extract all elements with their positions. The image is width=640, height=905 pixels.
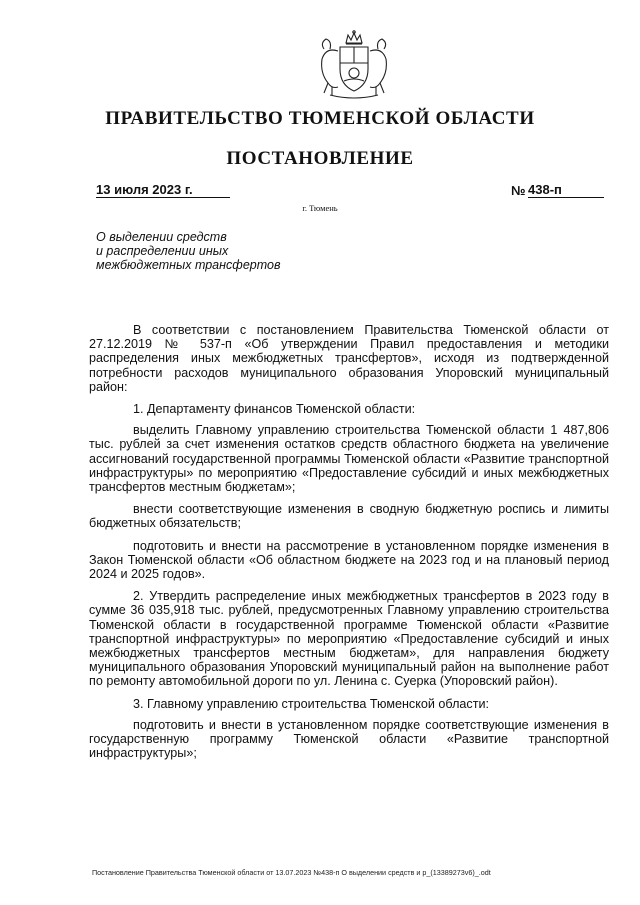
item1-paragraph-a: выделить Главному управлению строительства Тюменской области 1 487,806 тыс. рублей за счет изменения остатков средств областного бюджета на увеличение ассигнований государственной программы Тюменской области «Развитие транспортной инфраструктуры» по мероприятию «Предоставление субсидий и иных межбюджетных трансфертов местным бюджетам»;	[89, 423, 609, 495]
subject-line: межбюджетных трансфертов	[96, 258, 281, 272]
subject-line: О выделении средств	[96, 230, 227, 244]
document-number: 438-п	[528, 183, 604, 198]
coat-of-arms-icon	[310, 29, 398, 101]
item3-title: 3. Главному управлению строительства Тюменской области:	[133, 696, 490, 711]
item3-paragraph-a: подготовить и внести в установленном порядке соответствующие изменения в государственную программу Тюменской области «Развитие транспортной инфраструктуры»;	[89, 717, 609, 761]
document-type: ПОСТАНОВЛЕНИЕ	[226, 148, 414, 169]
item2-paragraph: 2. Утвердить распределение иных межбюджетных трансфертов в 2023 году в сумме 36 035,918 тыс. рублей, предусмотренных Главному управлению строительства Тюменской области в государственной программе Тюменской области «Развитие транспортной инфраструктуры» по мероприятию «Предоставление субсидий и иных межбюджетных трансфертов местным бюджетам», для направления бюджету муниципального образования Упоровский муниципальный район на выполнение работ по ремонту автомобильной дороги по ул. Ленина с. Суерка (Упоровский район).	[89, 589, 609, 689]
preamble-paragraph: В соответствии с постановлением Правительства Тюменской области от 27.12.2019 № 537-п «Об утверждении Правил предоставления и методики распределения иных межбюджетных трансфертов», исходя из подтвержденной потребности расходов муниципального образования Упоровский муниципальный район:	[89, 323, 609, 394]
subject-line: и распределении иных	[96, 244, 229, 258]
city-name: г. Тюмень	[302, 203, 338, 213]
document-date: 13 июля 2023 г.	[96, 183, 230, 198]
item1-paragraph-c: подготовить и внести на рассмотрение в установленном порядке изменения в Закон Тюменской области «Об областном бюджете на 2023 год и на плановый период 2024 и 2025 годов».	[89, 538, 609, 582]
item1-paragraph-b: внести соответствующие изменения в сводную бюджетную роспись и лимиты бюджетных обязательств;	[89, 502, 609, 531]
government-name: ПРАВИТЕЛЬСТВО ТЮМЕНСКОЙ ОБЛАСТИ	[105, 108, 535, 129]
number-label: №	[511, 183, 526, 198]
item1-title: 1. Департаменту финансов Тюменской области:	[133, 402, 416, 417]
footer-filename: Постановление Правительства Тюменской области от 13.07.2023 №438-п О выделении средств и р_(13389273v6)_.odt	[92, 868, 491, 877]
document-body	[89, 323, 609, 768]
document-subject	[96, 230, 326, 272]
